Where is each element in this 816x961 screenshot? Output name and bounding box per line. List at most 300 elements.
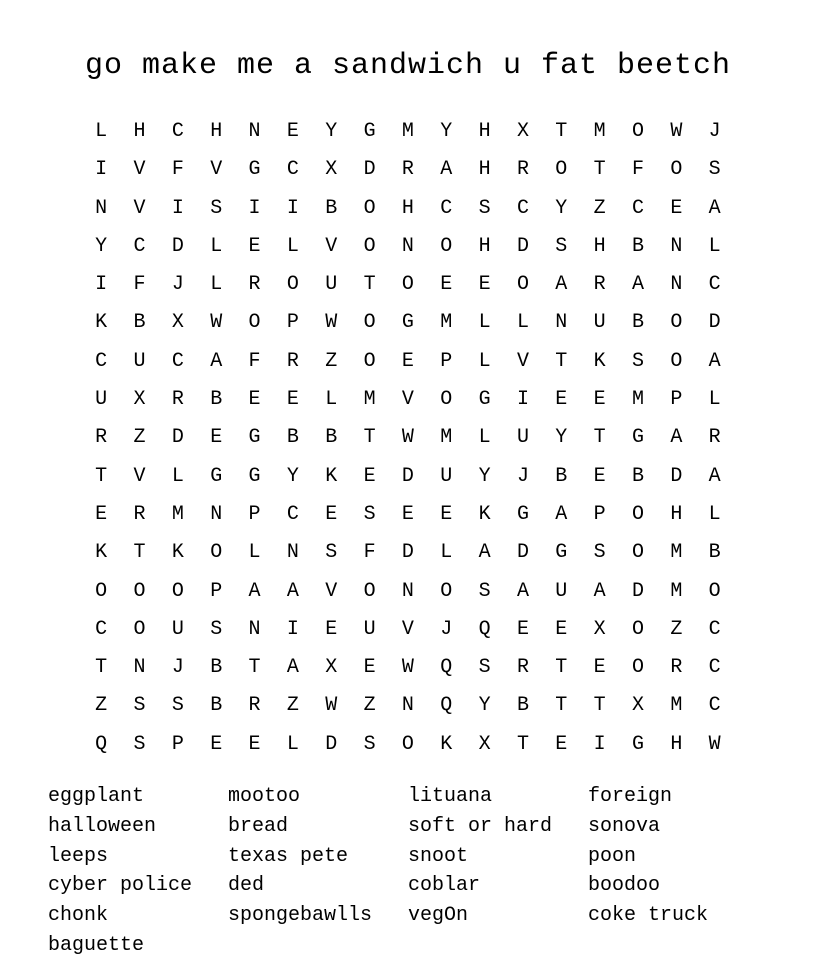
grid-letter: H bbox=[670, 502, 683, 526]
grid-letter: M bbox=[363, 388, 376, 412]
grid-letter: T bbox=[555, 656, 568, 680]
grid-letter: W bbox=[401, 656, 414, 680]
grid-letter: B bbox=[210, 656, 223, 680]
grid-letter: Z bbox=[133, 426, 146, 450]
grid-letter: O bbox=[440, 579, 453, 603]
grid-letter: O bbox=[363, 234, 376, 258]
grid-letter: O bbox=[133, 579, 146, 603]
grid-letter: H bbox=[133, 120, 146, 143]
grid-letter: V bbox=[210, 158, 223, 182]
grid-letter: O bbox=[440, 234, 453, 258]
grid-letter: X bbox=[133, 388, 146, 412]
grid-letter: R bbox=[248, 694, 261, 718]
grid-letter: U bbox=[325, 273, 338, 297]
grid-letter: O bbox=[708, 579, 721, 603]
grid-letter: L bbox=[210, 273, 223, 297]
grid-letter: M bbox=[440, 311, 453, 335]
grid-letter: L bbox=[325, 388, 338, 412]
grid-letter: E bbox=[478, 273, 491, 297]
grid-letter: A bbox=[670, 426, 683, 450]
grid-row bbox=[82, 304, 734, 342]
grid-letter: L bbox=[210, 234, 223, 258]
grid-letter: S bbox=[593, 541, 606, 565]
grid-letter: D bbox=[631, 579, 644, 603]
grid-letter: G bbox=[631, 426, 644, 450]
grid-letter: W bbox=[401, 426, 414, 450]
grid-letter: O bbox=[286, 273, 299, 297]
grid-letter: C bbox=[708, 656, 721, 680]
grid-letter: M bbox=[401, 120, 414, 143]
word-list-item: lituana bbox=[408, 785, 493, 808]
grid-letter: R bbox=[670, 656, 683, 680]
grid-letter: E bbox=[95, 502, 108, 526]
grid-letter: Y bbox=[478, 464, 491, 488]
grid-letter: O bbox=[670, 349, 683, 373]
grid-letter: H bbox=[478, 158, 491, 182]
grid-letter: Q bbox=[478, 617, 491, 641]
grid-letter: S bbox=[171, 694, 184, 718]
word-list-item: ded bbox=[228, 874, 265, 898]
grid-letter: G bbox=[555, 541, 568, 565]
grid-letter: M bbox=[670, 694, 683, 718]
grid-letter: E bbox=[401, 349, 414, 373]
grid-letter: B bbox=[325, 426, 338, 450]
grid-letter: Q bbox=[440, 694, 453, 718]
grid-letter: L bbox=[478, 311, 491, 335]
grid-letter: L bbox=[708, 502, 721, 526]
grid-letter: E bbox=[363, 464, 376, 488]
grid-letter: L bbox=[478, 426, 491, 450]
grid-letter: S bbox=[478, 579, 491, 603]
grid-letter: E bbox=[593, 388, 606, 412]
grid-letter: T bbox=[95, 464, 108, 488]
grid-letter: P bbox=[593, 502, 606, 526]
grid-letter: T bbox=[555, 120, 568, 143]
grid-letter: O bbox=[210, 541, 223, 565]
grid-letter: T bbox=[516, 732, 529, 756]
grid-letter: G bbox=[516, 502, 529, 526]
grid-letter: S bbox=[210, 617, 223, 641]
grid-letter: U bbox=[363, 617, 376, 641]
word-list-item: spongebawlls bbox=[228, 904, 373, 928]
grid-letter: E bbox=[325, 617, 338, 641]
grid-letter: V bbox=[401, 388, 414, 412]
letter-grid bbox=[82, 113, 734, 764]
grid-letter: Q bbox=[95, 732, 108, 756]
grid-letter: I bbox=[516, 388, 529, 412]
grid-letter: A bbox=[286, 579, 299, 603]
grid-letter: C bbox=[516, 196, 529, 220]
grid-row bbox=[82, 573, 734, 611]
grid-letter: Z bbox=[593, 196, 606, 220]
grid-letter: M bbox=[670, 579, 683, 603]
grid-letter: O bbox=[631, 120, 644, 143]
grid-letter: N bbox=[210, 502, 223, 526]
grid-letter: O bbox=[440, 388, 453, 412]
grid-row bbox=[82, 726, 734, 764]
grid-letter: R bbox=[95, 426, 108, 450]
grid-letter: G bbox=[401, 311, 414, 335]
grid-letter: C bbox=[133, 234, 146, 258]
grid-letter: X bbox=[171, 311, 184, 335]
grid-letter: B bbox=[133, 311, 146, 335]
grid-row bbox=[82, 343, 734, 381]
grid-letter: O bbox=[363, 579, 376, 603]
grid-letter: G bbox=[363, 120, 376, 143]
grid-letter: O bbox=[363, 349, 376, 373]
grid-letter: D bbox=[670, 464, 683, 488]
grid-letter: L bbox=[708, 388, 721, 412]
grid-letter: L bbox=[171, 464, 184, 488]
grid-letter: U bbox=[593, 311, 606, 335]
grid-letter: X bbox=[325, 158, 338, 182]
grid-row bbox=[82, 496, 734, 534]
word-list-item: boodoo bbox=[588, 874, 661, 898]
word-list-item: baguette bbox=[48, 933, 145, 957]
grid-letter: K bbox=[478, 502, 491, 526]
grid-letter: R bbox=[593, 273, 606, 297]
grid-letter: K bbox=[325, 464, 338, 488]
grid-letter: O bbox=[171, 579, 184, 603]
grid-letter: V bbox=[325, 579, 338, 603]
grid-letter: D bbox=[171, 234, 184, 258]
grid-letter: S bbox=[555, 234, 568, 258]
grid-letter: C bbox=[440, 196, 453, 220]
grid-letter: P bbox=[248, 502, 261, 526]
grid-letter: D bbox=[708, 311, 721, 335]
grid-row bbox=[82, 151, 734, 189]
grid-letter: O bbox=[95, 579, 108, 603]
grid-letter: Z bbox=[363, 694, 376, 718]
grid-letter: N bbox=[133, 656, 146, 680]
grid-letter: V bbox=[133, 196, 146, 220]
grid-letter: A bbox=[555, 502, 568, 526]
grid-letter: P bbox=[210, 579, 223, 603]
grid-letter: N bbox=[670, 234, 683, 258]
grid-letter: T bbox=[95, 656, 108, 680]
grid-letter: D bbox=[516, 541, 529, 565]
grid-letter: I bbox=[95, 273, 108, 297]
grid-letter: P bbox=[171, 732, 184, 756]
grid-letter: Y bbox=[555, 196, 568, 220]
grid-letter: X bbox=[631, 694, 644, 718]
grid-letter: H bbox=[593, 234, 606, 258]
grid-letter: W bbox=[325, 694, 338, 718]
grid-letter: K bbox=[171, 541, 184, 565]
grid-row bbox=[82, 266, 734, 304]
grid-letter: P bbox=[670, 388, 683, 412]
grid-letter: A bbox=[210, 349, 223, 373]
word-list-item: snoot bbox=[408, 844, 469, 868]
grid-letter: D bbox=[171, 426, 184, 450]
grid-letter: O bbox=[401, 273, 414, 297]
grid-row bbox=[82, 381, 734, 419]
grid-letter: E bbox=[286, 388, 299, 412]
word-list-item: poon bbox=[588, 844, 637, 868]
grid-letter: E bbox=[516, 617, 529, 641]
grid-letter: N bbox=[401, 234, 414, 258]
grid-letter: Z bbox=[95, 694, 108, 718]
grid-letter: B bbox=[631, 464, 644, 488]
grid-letter: A bbox=[248, 579, 261, 603]
grid-letter: E bbox=[248, 732, 261, 756]
grid-letter: S bbox=[631, 349, 644, 373]
grid-letter: O bbox=[363, 196, 376, 220]
grid-letter: O bbox=[670, 158, 683, 182]
word-list-item: mootoo bbox=[228, 785, 301, 808]
grid-letter: T bbox=[363, 426, 376, 450]
grid-letter: C bbox=[708, 273, 721, 297]
grid-letter: X bbox=[478, 732, 491, 756]
grid-letter: E bbox=[593, 464, 606, 488]
grid-letter: K bbox=[593, 349, 606, 373]
grid-letter: I bbox=[593, 732, 606, 756]
grid-letter: E bbox=[593, 656, 606, 680]
grid-letter: D bbox=[401, 464, 414, 488]
grid-letter: F bbox=[248, 349, 261, 373]
grid-letter: O bbox=[401, 732, 414, 756]
grid-letter: A bbox=[708, 349, 721, 373]
grid-letter: Y bbox=[95, 234, 108, 258]
grid-letter: E bbox=[210, 426, 223, 450]
word-list-item: halloween bbox=[48, 814, 157, 838]
word-list-item: coke truck bbox=[588, 904, 709, 928]
grid-letter: O bbox=[133, 617, 146, 641]
grid-letter: W bbox=[325, 311, 338, 335]
grid-letter: J bbox=[708, 120, 721, 143]
grid-letter: U bbox=[171, 617, 184, 641]
grid-letter: A bbox=[708, 196, 721, 220]
grid-letter: V bbox=[401, 617, 414, 641]
grid-letter: Y bbox=[440, 120, 453, 143]
grid-letter: A bbox=[593, 579, 606, 603]
grid-letter: I bbox=[248, 196, 261, 220]
grid-letter: N bbox=[248, 120, 261, 143]
grid-letter: N bbox=[95, 196, 108, 220]
grid-letter: M bbox=[670, 541, 683, 565]
grid-letter: S bbox=[708, 158, 721, 182]
grid-letter: H bbox=[478, 120, 491, 143]
grid-letter: C bbox=[631, 196, 644, 220]
grid-letter: O bbox=[555, 158, 568, 182]
grid-letter: S bbox=[478, 656, 491, 680]
grid-letter: G bbox=[248, 158, 261, 182]
grid-letter: X bbox=[325, 656, 338, 680]
grid-letter: E bbox=[248, 234, 261, 258]
grid-letter: T bbox=[593, 158, 606, 182]
word-list-item: vegOn bbox=[408, 904, 469, 928]
grid-letter: M bbox=[440, 426, 453, 450]
grid-letter: D bbox=[516, 234, 529, 258]
grid-row bbox=[82, 534, 734, 572]
grid-letter: T bbox=[555, 694, 568, 718]
grid-letter: D bbox=[325, 732, 338, 756]
grid-row bbox=[82, 649, 734, 687]
grid-letter: I bbox=[286, 617, 299, 641]
grid-letter: L bbox=[440, 541, 453, 565]
grid-letter: L bbox=[286, 234, 299, 258]
grid-letter: A bbox=[440, 158, 453, 182]
grid-letter: B bbox=[210, 388, 223, 412]
grid-letter: R bbox=[248, 273, 261, 297]
grid-letter: J bbox=[171, 273, 184, 297]
grid-letter: O bbox=[363, 311, 376, 335]
grid-letter: G bbox=[248, 426, 261, 450]
grid-letter: R bbox=[171, 388, 184, 412]
grid-row bbox=[82, 458, 734, 496]
grid-letter: H bbox=[210, 120, 223, 143]
grid-letter: N bbox=[555, 311, 568, 335]
grid-letter: Y bbox=[555, 426, 568, 450]
word-list-item: cyber police bbox=[48, 874, 193, 898]
grid-letter: K bbox=[95, 311, 108, 335]
grid-letter: I bbox=[171, 196, 184, 220]
grid-letter: C bbox=[286, 502, 299, 526]
grid-letter: Z bbox=[286, 694, 299, 718]
grid-letter: N bbox=[670, 273, 683, 297]
grid-letter: B bbox=[631, 234, 644, 258]
grid-letter: S bbox=[133, 732, 146, 756]
word-list-item: bread bbox=[228, 814, 289, 838]
grid-letter: N bbox=[401, 579, 414, 603]
grid-letter: V bbox=[325, 234, 338, 258]
grid-letter: J bbox=[516, 464, 529, 488]
grid-letter: F bbox=[171, 158, 184, 182]
grid-letter: R bbox=[133, 502, 146, 526]
grid-letter: B bbox=[708, 541, 721, 565]
grid-letter: M bbox=[593, 120, 606, 143]
grid-letter: H bbox=[670, 732, 683, 756]
grid-letter: D bbox=[401, 541, 414, 565]
grid-letter: U bbox=[440, 464, 453, 488]
grid-letter: N bbox=[248, 617, 261, 641]
grid-letter: G bbox=[248, 464, 261, 488]
grid-letter: G bbox=[210, 464, 223, 488]
grid-letter: V bbox=[133, 158, 146, 182]
grid-letter: L bbox=[478, 349, 491, 373]
grid-letter: O bbox=[670, 311, 683, 335]
grid-letter: Z bbox=[670, 617, 683, 641]
grid-letter: M bbox=[631, 388, 644, 412]
word-list-item: leeps bbox=[48, 844, 109, 868]
grid-letter: E bbox=[363, 656, 376, 680]
grid-letter: W bbox=[670, 120, 683, 143]
grid-letter: X bbox=[516, 120, 529, 143]
grid-letter: W bbox=[708, 732, 721, 756]
grid-letter: O bbox=[516, 273, 529, 297]
grid-letter: E bbox=[440, 273, 453, 297]
grid-letter: H bbox=[401, 196, 414, 220]
grid-letter: E bbox=[210, 732, 223, 756]
grid-row bbox=[82, 687, 734, 725]
grid-letter: N bbox=[401, 694, 414, 718]
grid-row bbox=[82, 228, 734, 266]
grid-letter: R bbox=[516, 158, 529, 182]
grid-letter: I bbox=[286, 196, 299, 220]
grid-letter: U bbox=[133, 349, 146, 373]
grid-letter: T bbox=[593, 694, 606, 718]
grid-letter: R bbox=[708, 426, 721, 450]
grid-letter: A bbox=[478, 541, 491, 565]
word-list-item: eggplant bbox=[48, 785, 145, 808]
grid-letter: Z bbox=[325, 349, 338, 373]
grid-letter: T bbox=[248, 656, 261, 680]
grid-letter: H bbox=[478, 234, 491, 258]
grid-letter: G bbox=[478, 388, 491, 412]
grid-letter: C bbox=[171, 120, 184, 143]
grid-letter: E bbox=[555, 732, 568, 756]
grid-letter: F bbox=[363, 541, 376, 565]
grid-letter: B bbox=[631, 311, 644, 335]
grid-letter: L bbox=[708, 234, 721, 258]
grid-letter: B bbox=[555, 464, 568, 488]
grid-letter: O bbox=[631, 541, 644, 565]
grid-letter: U bbox=[555, 579, 568, 603]
grid-letter: R bbox=[401, 158, 414, 182]
grid-letter: C bbox=[286, 158, 299, 182]
word-list-item: chonk bbox=[48, 904, 109, 928]
grid-letter: U bbox=[516, 426, 529, 450]
grid-letter: S bbox=[363, 502, 376, 526]
grid-letter: C bbox=[95, 349, 108, 373]
grid-letter: J bbox=[440, 617, 453, 641]
grid-letter: L bbox=[95, 120, 108, 143]
grid-row bbox=[82, 113, 734, 151]
grid-letter: P bbox=[286, 311, 299, 335]
grid-letter: M bbox=[171, 502, 184, 526]
grid-letter: E bbox=[555, 617, 568, 641]
grid-letter: C bbox=[708, 617, 721, 641]
grid-letter: W bbox=[210, 311, 223, 335]
grid-row bbox=[82, 190, 734, 228]
word-list-item: foreign bbox=[588, 785, 673, 808]
grid-letter: A bbox=[631, 273, 644, 297]
grid-row bbox=[82, 611, 734, 649]
grid-letter: B bbox=[516, 694, 529, 718]
grid-letter: I bbox=[95, 158, 108, 182]
grid-letter: Y bbox=[325, 120, 338, 143]
grid-letter: C bbox=[708, 694, 721, 718]
grid-letter: N bbox=[286, 541, 299, 565]
grid-letter: Y bbox=[478, 694, 491, 718]
grid-letter: T bbox=[133, 541, 146, 565]
grid-letter: P bbox=[440, 349, 453, 373]
grid-letter: E bbox=[286, 120, 299, 143]
grid-letter: K bbox=[440, 732, 453, 756]
grid-letter: J bbox=[171, 656, 184, 680]
grid-letter: A bbox=[555, 273, 568, 297]
grid-letter: F bbox=[133, 273, 146, 297]
grid-letter: E bbox=[248, 388, 261, 412]
grid-letter: O bbox=[631, 502, 644, 526]
grid-letter: V bbox=[516, 349, 529, 373]
grid-letter: O bbox=[248, 311, 261, 335]
grid-letter: U bbox=[95, 388, 108, 412]
grid-letter: S bbox=[210, 196, 223, 220]
word-list-item: sonova bbox=[588, 814, 661, 838]
word-list bbox=[48, 782, 788, 961]
grid-letter: E bbox=[440, 502, 453, 526]
grid-letter: F bbox=[631, 158, 644, 182]
grid-letter: O bbox=[631, 656, 644, 680]
grid-letter: K bbox=[95, 541, 108, 565]
grid-letter: T bbox=[555, 349, 568, 373]
grid-letter: A bbox=[516, 579, 529, 603]
grid-letter: A bbox=[286, 656, 299, 680]
word-list-item: soft or hard bbox=[408, 814, 553, 838]
grid-letter: T bbox=[593, 426, 606, 450]
grid-letter: E bbox=[325, 502, 338, 526]
